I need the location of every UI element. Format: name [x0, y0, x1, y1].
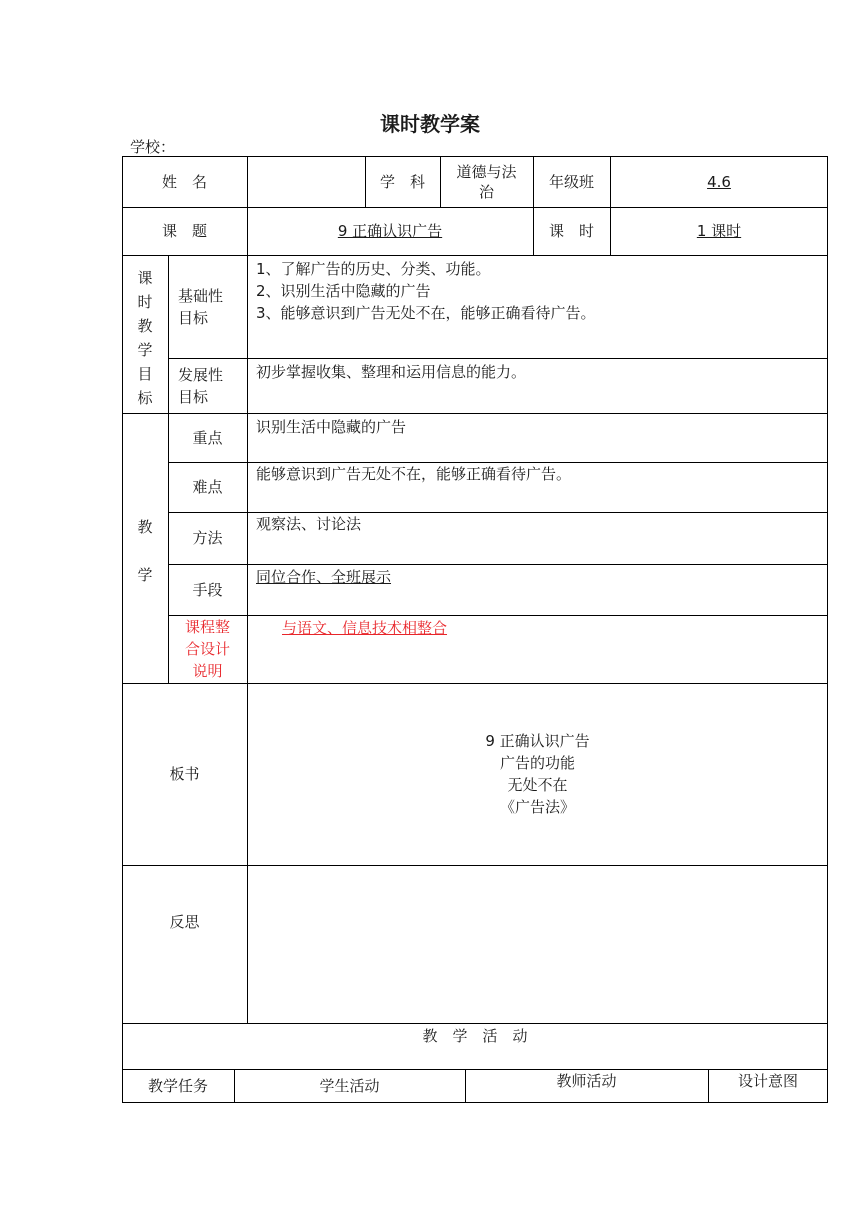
- topic-value: 9 正确认识广告: [337, 222, 443, 240]
- goals-section-label: 课 时 教 学 目 标: [137, 269, 153, 407]
- col-divider: [247, 156, 248, 1023]
- period-label: 课 时: [548, 222, 594, 240]
- subject-value: 道德与法 治: [456, 162, 517, 201]
- development-goal-value: 初步掌握收集、整理和运用信息的能力。: [256, 363, 527, 381]
- board-line: 《广告法》: [499, 798, 575, 816]
- name-value[interactable]: [247, 156, 365, 207]
- subject-label: 学 科: [379, 172, 425, 191]
- integration-label: 课程整 合设计 说明: [184, 618, 230, 680]
- basic-goal-item: 2、识别生活中隐藏的广告: [256, 282, 431, 300]
- name-label: 姓 名: [161, 172, 207, 191]
- teaching-section-label: 教 学: [137, 518, 153, 584]
- board-content: [247, 730, 828, 818]
- board-label: 板书: [169, 765, 200, 783]
- row-divider: [168, 358, 828, 359]
- grade-value: 4.6: [707, 172, 731, 191]
- method-value: 观察法、讨论法: [256, 515, 362, 533]
- column-student-activity: 学生活动: [319, 1077, 380, 1095]
- row-divider: [168, 564, 828, 565]
- school-label: 学校：: [130, 138, 176, 156]
- topic-label: 课 题: [161, 222, 207, 240]
- key-point-value: 识别生活中隐藏的广告: [256, 418, 407, 436]
- activities-header: 教 学 活 动: [422, 1027, 528, 1045]
- reflection-label: 反思: [169, 913, 200, 931]
- column-task: 教学任务: [147, 1077, 208, 1095]
- board-line: 广告的功能: [499, 754, 575, 772]
- period-value: 1 课时: [696, 222, 742, 240]
- integration-value: 与语文、信息技术相整合: [282, 619, 448, 637]
- difficult-point-value: 能够意识到广告无处不在，能够正确看待广告。: [256, 465, 572, 483]
- key-point-label: 重点: [192, 428, 223, 447]
- means-label: 手段: [192, 580, 223, 599]
- grade-label: 年级班: [548, 172, 594, 191]
- page-title: 课时教学案: [380, 112, 480, 136]
- board-line: 9 正确认识广告: [485, 732, 590, 750]
- board-line: 无处不在: [507, 776, 568, 794]
- basic-goal-item: 3、能够意识到广告无处不在，能够正确看待广告。: [256, 304, 596, 322]
- difficult-point-label: 难点: [192, 478, 223, 496]
- method-label: 方法: [192, 529, 223, 547]
- row-divider: [168, 615, 828, 616]
- column-design-intent: 设计意图: [737, 1072, 798, 1090]
- row-divider: [122, 255, 828, 256]
- development-goal-label: 发展性 目标: [178, 366, 224, 406]
- column-teacher-activity: 教师活动: [556, 1072, 617, 1090]
- basic-goal-item: 1、了解广告的历史、分类、功能。: [256, 260, 491, 278]
- basic-goal-label: 基础性 目标: [178, 287, 224, 327]
- means-value: 同位合作、全班展示: [256, 568, 392, 586]
